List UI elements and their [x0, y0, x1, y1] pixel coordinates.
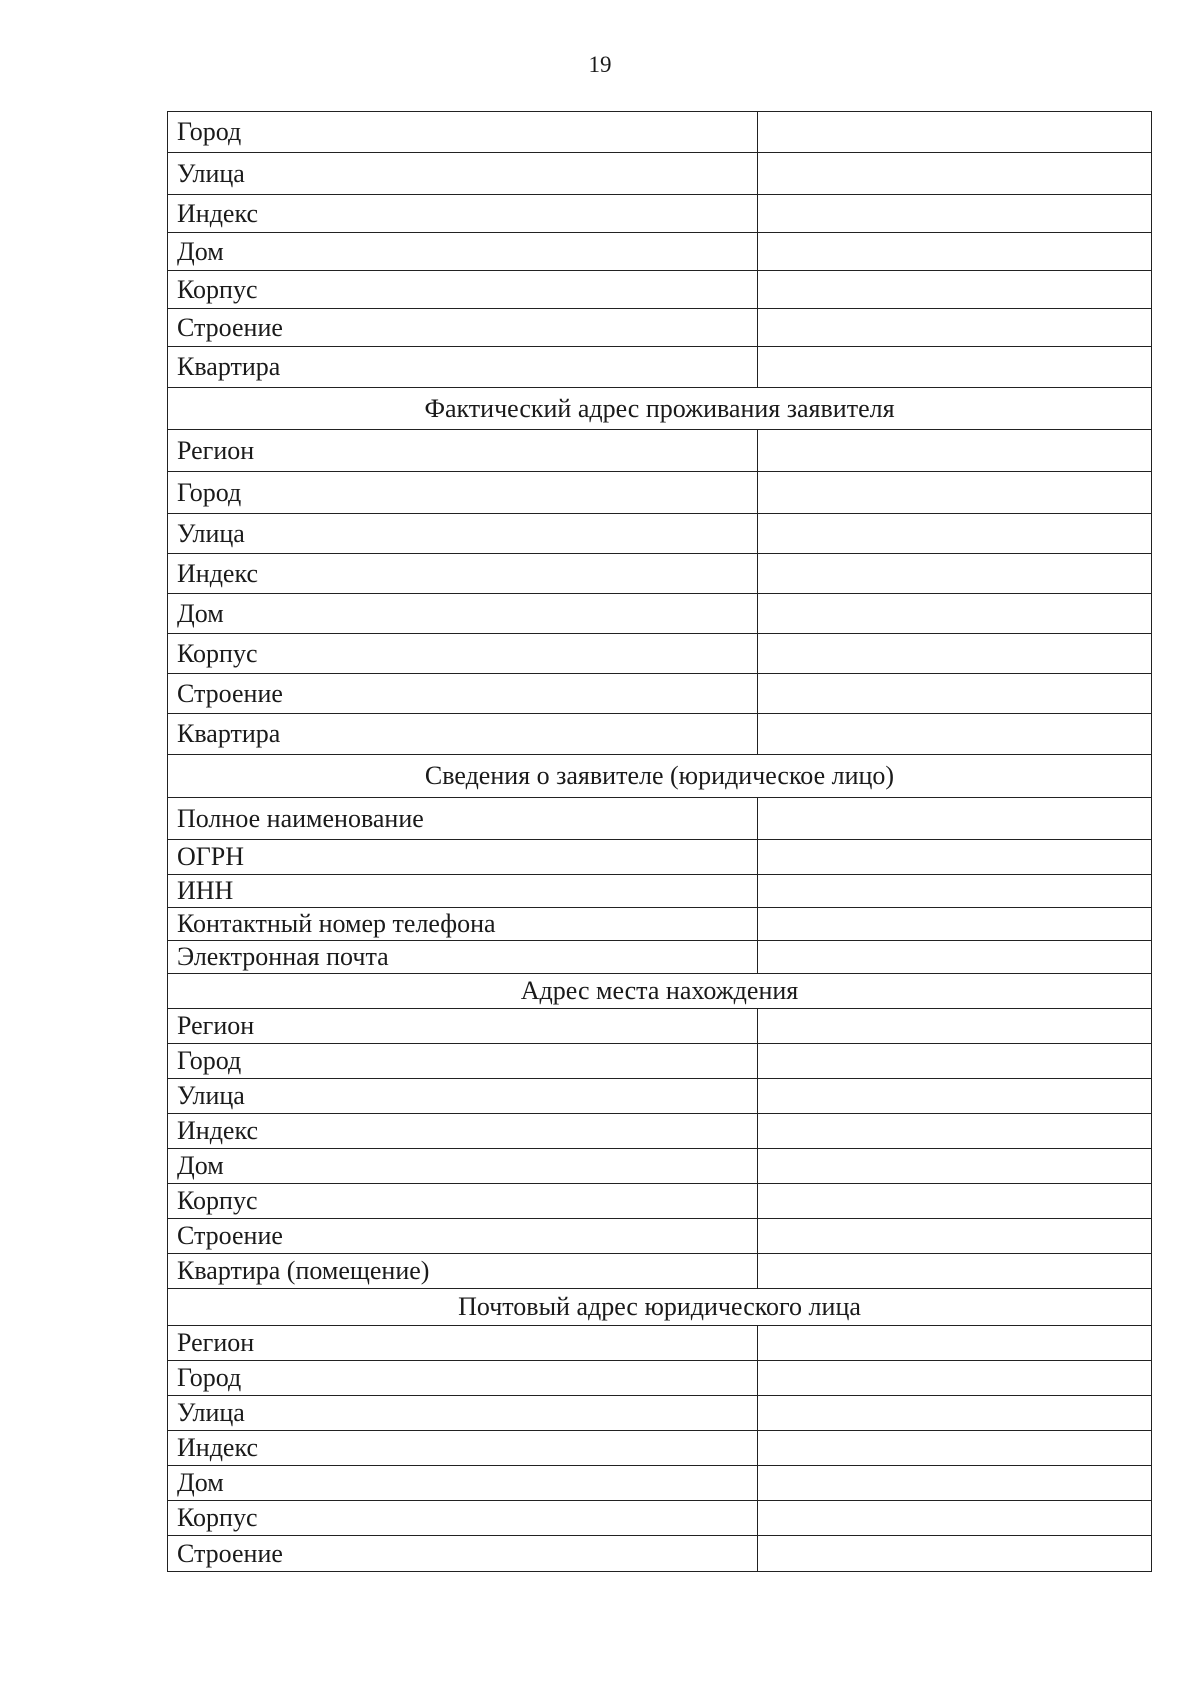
form-row — [168, 1326, 1152, 1361]
field-label: Город — [168, 1361, 758, 1396]
field-value-cell[interactable] — [758, 594, 1152, 634]
applicant-form-table — [167, 111, 1152, 1572]
field-value-cell[interactable] — [758, 1431, 1152, 1466]
field-value-cell[interactable] — [758, 1396, 1152, 1431]
form-row — [168, 634, 1152, 674]
form-row — [168, 112, 1152, 153]
field-label: Индекс — [168, 195, 758, 233]
field-label: Строение — [168, 674, 758, 714]
field-value-cell[interactable] — [758, 840, 1152, 875]
form-row — [168, 840, 1152, 875]
section-header-row — [168, 974, 1152, 1009]
form-row — [168, 1009, 1152, 1044]
field-label: Регион — [168, 1009, 758, 1044]
form-row — [168, 514, 1152, 554]
field-label: Строение — [168, 309, 758, 347]
field-value-cell[interactable] — [758, 195, 1152, 233]
form-row — [168, 1536, 1152, 1572]
field-value-cell[interactable] — [758, 634, 1152, 674]
form-row — [168, 674, 1152, 714]
field-value-cell[interactable] — [758, 514, 1152, 554]
field-label: Корпус — [168, 634, 758, 674]
field-value-cell[interactable] — [758, 1326, 1152, 1361]
form-row — [168, 1114, 1152, 1149]
field-label: Дом — [168, 233, 758, 271]
form-row — [168, 309, 1152, 347]
field-value-cell[interactable] — [758, 1009, 1152, 1044]
form-row — [168, 195, 1152, 233]
field-label: Улица — [168, 1079, 758, 1114]
field-label: Регион — [168, 1326, 758, 1361]
form-row — [168, 153, 1152, 195]
field-value-cell[interactable] — [758, 908, 1152, 941]
form-row — [168, 908, 1152, 941]
field-label: Корпус — [168, 1184, 758, 1219]
form-row — [168, 1466, 1152, 1501]
field-label: Индекс — [168, 1431, 758, 1466]
field-label: Контактный номер телефона — [168, 908, 758, 941]
form-row — [168, 594, 1152, 634]
field-label: Полное наименование — [168, 798, 758, 840]
form-row — [168, 233, 1152, 271]
section-header: Адрес места нахождения — [168, 974, 1152, 1009]
field-value-cell[interactable] — [758, 1361, 1152, 1396]
field-label: Дом — [168, 594, 758, 634]
form-row — [168, 271, 1152, 309]
field-value-cell[interactable] — [758, 1114, 1152, 1149]
form-row — [168, 1396, 1152, 1431]
field-value-cell[interactable] — [758, 674, 1152, 714]
section-header: Фактический адрес проживания заявителя — [168, 388, 1152, 430]
field-value-cell[interactable] — [758, 472, 1152, 514]
field-label: Дом — [168, 1466, 758, 1501]
field-value-cell[interactable] — [758, 1079, 1152, 1114]
form-row — [168, 1079, 1152, 1114]
field-label: Корпус — [168, 1501, 758, 1536]
field-label: Индекс — [168, 554, 758, 594]
field-label: Квартира (помещение) — [168, 1254, 758, 1289]
form-row — [168, 714, 1152, 755]
field-label: Улица — [168, 153, 758, 195]
field-value-cell[interactable] — [758, 875, 1152, 908]
field-label: Город — [168, 1044, 758, 1079]
field-label: Корпус — [168, 271, 758, 309]
form-row — [168, 1184, 1152, 1219]
field-value-cell[interactable] — [758, 554, 1152, 594]
section-header-row — [168, 755, 1152, 798]
field-label: Индекс — [168, 1114, 758, 1149]
form-rows — [168, 112, 1152, 1572]
field-label: Строение — [168, 1219, 758, 1254]
section-header: Сведения о заявителе (юридическое лицо) — [168, 755, 1152, 798]
field-value-cell[interactable] — [758, 1184, 1152, 1219]
field-label: Город — [168, 472, 758, 514]
field-value-cell[interactable] — [758, 941, 1152, 974]
field-label: Строение — [168, 1536, 758, 1572]
field-label: Город — [168, 112, 758, 153]
field-label: ИНН — [168, 875, 758, 908]
field-value-cell[interactable] — [758, 1254, 1152, 1289]
form-row — [168, 1254, 1152, 1289]
form-row — [168, 472, 1152, 514]
form-row — [168, 554, 1152, 594]
section-header-row — [168, 388, 1152, 430]
field-value-cell[interactable] — [758, 347, 1152, 388]
form-row — [168, 875, 1152, 908]
form-row — [168, 1431, 1152, 1466]
section-header-row — [168, 1289, 1152, 1326]
section-header: Почтовый адрес юридического лица — [168, 1289, 1152, 1326]
form-row — [168, 430, 1152, 472]
field-value-cell[interactable] — [758, 1536, 1152, 1572]
field-value-cell[interactable] — [758, 798, 1152, 840]
form-row — [168, 1044, 1152, 1079]
form-row — [168, 1361, 1152, 1396]
field-value-cell[interactable] — [758, 714, 1152, 755]
form-row — [168, 1149, 1152, 1184]
field-label: Квартира — [168, 714, 758, 755]
form-row — [168, 347, 1152, 388]
field-label: Квартира — [168, 347, 758, 388]
field-value-cell[interactable] — [758, 233, 1152, 271]
field-label: Регион — [168, 430, 758, 472]
field-value-cell[interactable] — [758, 112, 1152, 153]
field-value-cell[interactable] — [758, 309, 1152, 347]
page-number: 19 — [588, 52, 612, 77]
field-value-cell[interactable] — [758, 430, 1152, 472]
field-label: Улица — [168, 1396, 758, 1431]
form-row — [168, 941, 1152, 974]
field-label: ОГРН — [168, 840, 758, 875]
field-value-cell[interactable] — [758, 271, 1152, 309]
field-value-cell[interactable] — [758, 1149, 1152, 1184]
field-value-cell[interactable] — [758, 1219, 1152, 1254]
form-row — [168, 1219, 1152, 1254]
field-label: Улица — [168, 514, 758, 554]
field-value-cell[interactable] — [758, 153, 1152, 195]
field-value-cell[interactable] — [758, 1044, 1152, 1079]
field-value-cell[interactable] — [758, 1466, 1152, 1501]
form-row — [168, 798, 1152, 840]
field-label: Электронная почта — [168, 941, 758, 974]
field-label: Дом — [168, 1149, 758, 1184]
field-value-cell[interactable] — [758, 1501, 1152, 1536]
form-row — [168, 1501, 1152, 1536]
